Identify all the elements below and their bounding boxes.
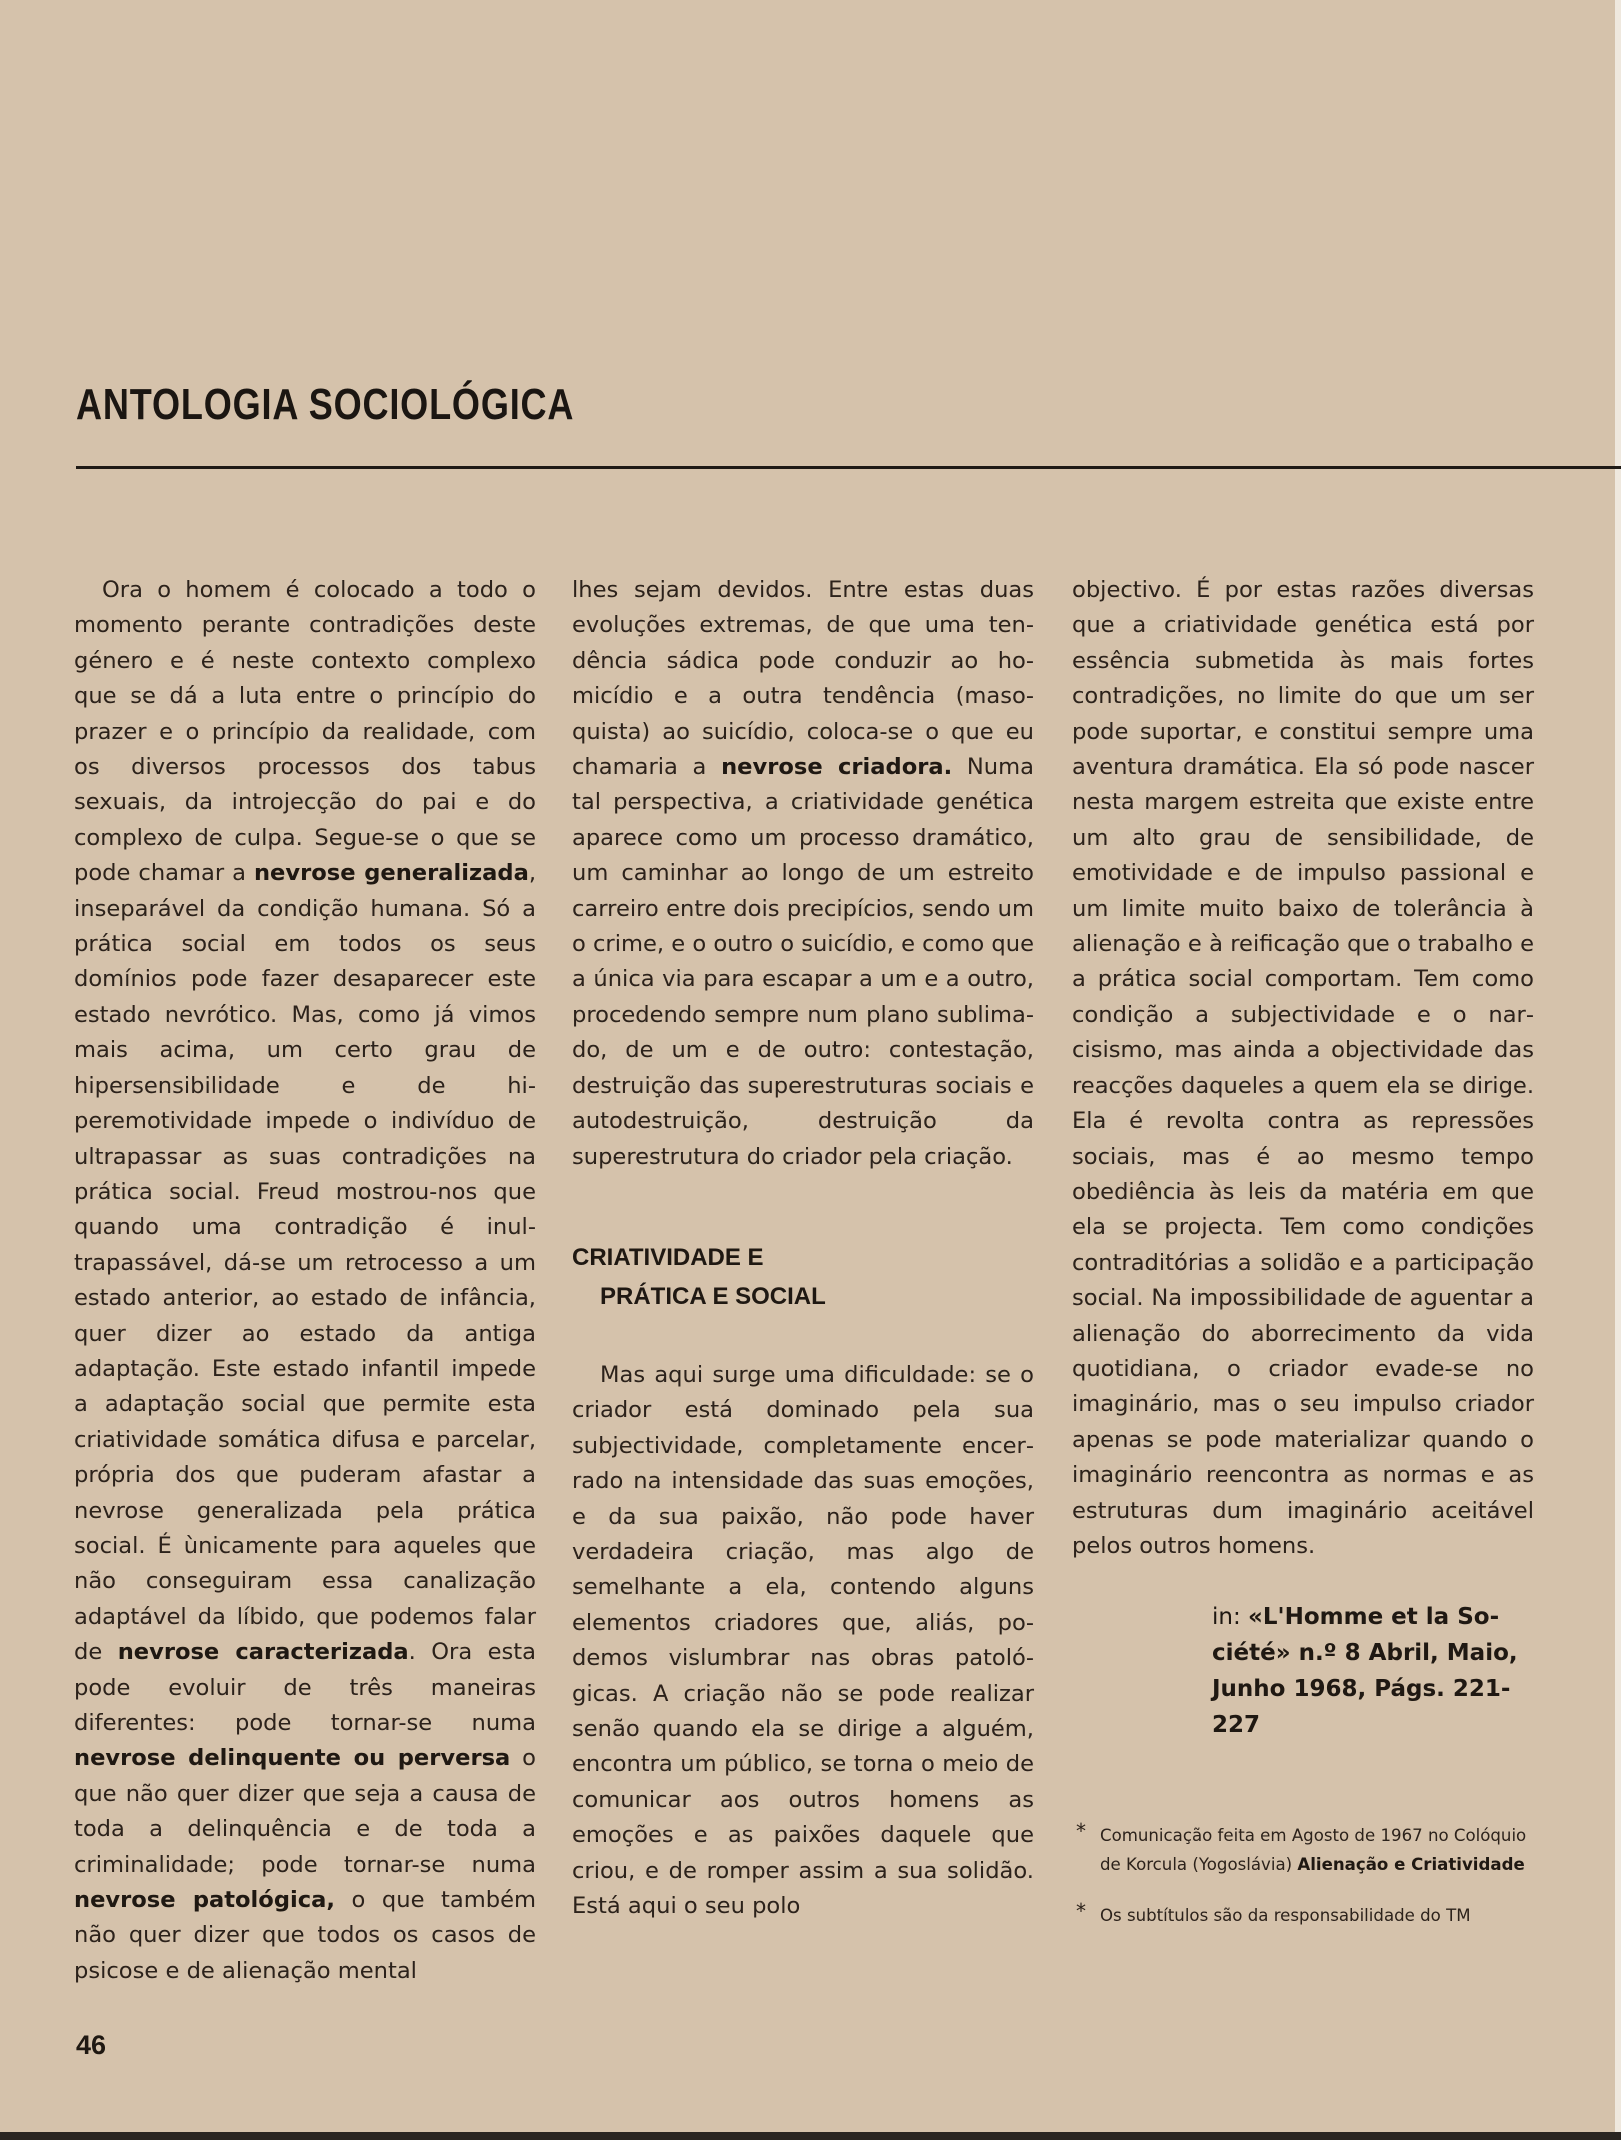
header-rule xyxy=(76,466,1621,469)
text-span: lhes sejam devidos. Entre estas duas evoluções extremas, de que uma tendência sádica pode conduzir ao homicídio e a outra tendência (masoquista) ao suicídio, coloca-se o que eu chamaria a xyxy=(572,577,1034,781)
paragraph xyxy=(572,573,1034,1175)
footnote xyxy=(1072,1901,1534,1930)
emphasis: nevrose caracterizada xyxy=(117,1639,409,1666)
subheading-line: PRÁTICA E SOCIAL xyxy=(600,1282,826,1310)
paragraph: Mas aqui surge uma dificuldade: se o criador está dominado pela sua subjectividade, completamente encerrado na intensidade das suas emoções, e da sua paixão, não pode haver verdadeira criação, mas algo de semelhante a ela, contendo alguns elementos criadores que, aliás, podemos vislumbrar nas obras patológicas. A criação não se pode realizar senão quando ela se dirige a alguém, encontra um público, se torna o meio de comunicar aos outros homens as emoções e as paixões daquele que criou, e de romper assim a sua solidão. Está aqui o seu polo xyxy=(572,1361,1034,1919)
text-column-1 xyxy=(74,573,536,1989)
text-span: o que não quer dizer que seja a causa de toda a delinquência e de toda a criminalidade; pode tornar-se numa xyxy=(74,1745,536,1878)
subheading-line: CRIATIVIDADE E xyxy=(572,1243,764,1271)
footnote-text: Comunicação feita em Agosto de 1967 no Colóquio de Korcula (Yogoslávia) xyxy=(1100,1826,1527,1875)
text-column-2 xyxy=(572,573,1034,1924)
footnote-marker: * xyxy=(1076,1819,1086,1844)
paragraph xyxy=(74,573,536,1989)
emphasis: nevrose generalizada xyxy=(253,860,529,887)
text-span: , inseparável da condição humana. Só a prática social em todos os seus domínios pode fazer desaparecer este estado nevrótico. Mas, como já vimos mais acima, um certo grau de hipersensibilidade e de hiperemotividade impede o indivíduo de ultrapassar as suas contradições na prática social. Freud mostrou-nos que quando uma contradição é inultrapassável, dá-se um retrocesso a um estado anterior, ao estado de infância, quer dizer ao estado da antiga adaptação. Este estado infantil impede a adaptação social que permite esta criatividade somática difusa e parcelar, própria dos que puderam afastar a nevrose generalizada pela prática social. É ùnicamente para aqueles que não conseguiram essa canalização adaptável da líbido, que podemos falar de xyxy=(74,860,537,1666)
text-span: o que também não quer dizer que todos os casos de psicose e de alienação mental xyxy=(74,1887,536,1984)
footnotes xyxy=(1072,1821,1534,1930)
paragraph: objectivo. É por estas razões diversas que a criatividade genética está por essência submetida às mais fortes contradições, no limite do que um ser pode suportar, e constitui sempre uma aventura dramática. Ela só pode nascer nesta margem estreita que existe entre um alto grau de sensibilidade, de emotividade e de impulso passional e um limite muito baixo de tolerância à alienação e à reificação que o trabalho e a prática social comportam. Tem como condição a subjectividade e o narcisismo, mas ainda a objectividade das reacções daqueles a quem ela se dirige. Ela é revolta contra as repressões sociais, mas é ao mesmo tempo obediência às leis da matéria em que ela se projecta. Tem como condições contraditórias a solidão e a participação social. Na impossibilidade de aguentar a alienação do aborrecimento da vida quotidiana, o criador evade-se no imaginário, mas o seu impulso criador apenas se pode materializar quando o imaginário reencontra as normas e as estruturas dum imaginário aceitável pelos outros homens. xyxy=(1072,577,1534,1559)
section-title: ANTOLOGIA SOCIOLÓGICA xyxy=(76,380,575,429)
text-span: Ora o homem é colocado a todo o momento perante contradições deste género e é neste contexto complexo que se dá a luta entre o princípio do prazer e o princípio da realidade, com os diversos processos dos tabus sexuais, da introjecção do pai e do complexo de culpa. Segue-se o que se pode chamar a xyxy=(74,577,536,887)
citation-prefix: in: xyxy=(1212,1604,1249,1631)
emphasis: nevrose delinquente ou perversa xyxy=(74,1745,511,1772)
page-edge xyxy=(1615,0,1621,2140)
text-span: . Ora esta pode evoluir de três maneiras diferentes: pode tornar-se numa xyxy=(74,1639,536,1736)
page-number: 46 xyxy=(76,2030,107,2060)
footnote-marker: * xyxy=(1076,1899,1086,1924)
footnote-text: Os subtítulos são da responsabilidade do TM xyxy=(1100,1906,1471,1926)
page-bottom-edge xyxy=(0,2132,1621,2140)
footnote-emphasis: Alienação e Criatividade xyxy=(1297,1855,1525,1875)
citation-source: «L'Homme et la Société» n.º 8 Abril, Maio, Junho 1968, Págs. 221-227 xyxy=(1212,1604,1518,1739)
text-span: Numa tal perspectiva, a criatividade genética aparece como um processo dramático, um caminhar ao longo de um estreito carreiro entre dois precipícios, sendo um o crime, e o outro o suicídio, e como que a única via para escapar a um e a outro, procedendo sempre num plano sublimado, de um e de outro: contestação, destruição das superestruturas sociais e autodestruição, destruição da superestrutura do criador pela criação. xyxy=(572,754,1034,1170)
citation xyxy=(1072,1599,1534,1743)
emphasis: nevrose patológica, xyxy=(74,1887,335,1914)
emphasis: nevrose criadora. xyxy=(721,754,953,781)
subheading xyxy=(572,1238,1034,1316)
text-column-3 xyxy=(1072,573,1534,1952)
footnote xyxy=(1072,1821,1534,1879)
